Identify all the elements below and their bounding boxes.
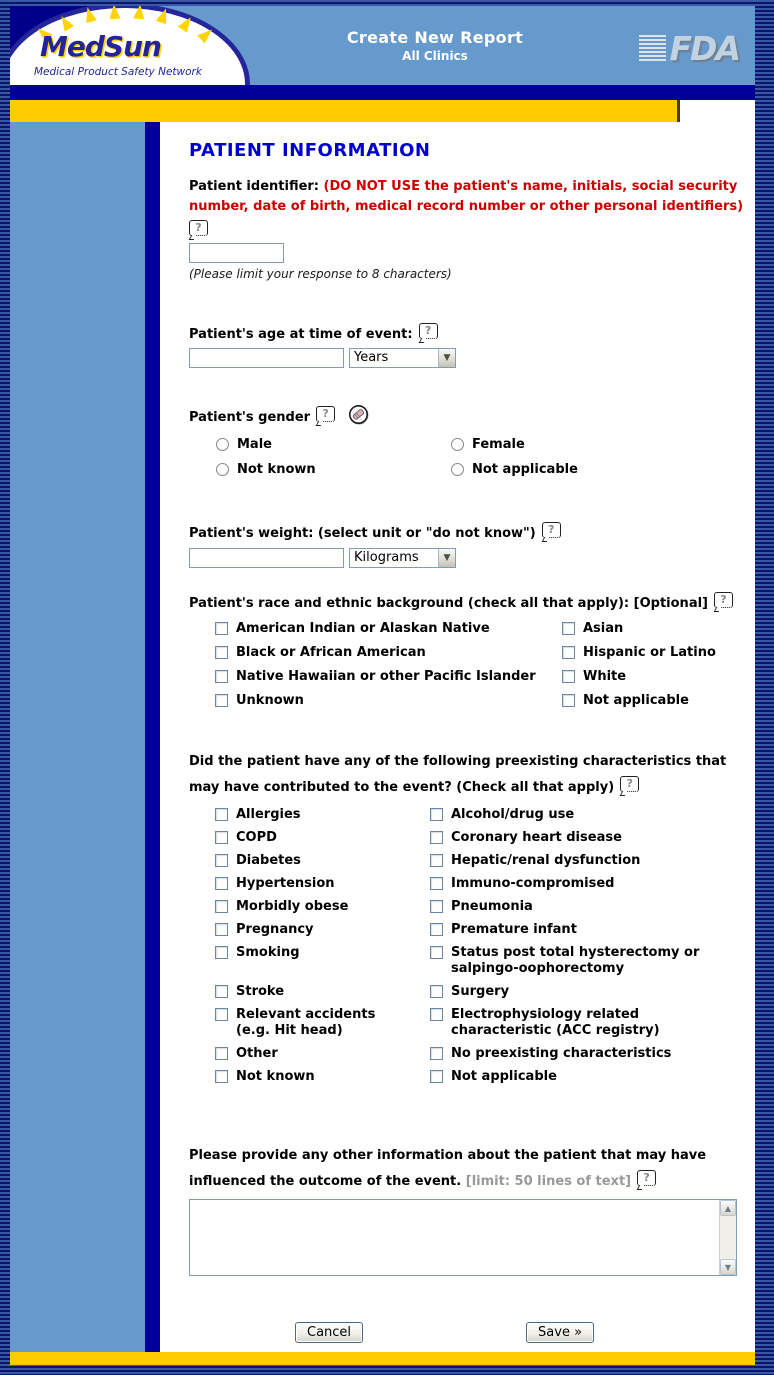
checkbox[interactable]	[215, 831, 228, 844]
preexisting-option[interactable]: COPD	[215, 830, 430, 846]
limit-note: [limit: 50 lines of text]	[465, 1174, 632, 1189]
other-info-field	[189, 1199, 737, 1276]
preexisting-option[interactable]: Pneumonia	[430, 899, 747, 915]
preexisting-option[interactable]: No preexisting characteristics	[430, 1046, 747, 1062]
checkbox[interactable]	[215, 646, 228, 659]
dropdown-arrow-icon[interactable]: ▼	[438, 349, 455, 367]
preexisting-option[interactable]: Smoking	[215, 945, 430, 977]
fda-stripes-icon	[639, 35, 666, 62]
checkbox[interactable]	[430, 900, 443, 913]
checkbox[interactable]	[430, 1008, 443, 1021]
gender-label: Patient's gender ?	[189, 404, 747, 428]
main-area	[10, 122, 755, 1352]
gender-option[interactable]: Female	[451, 437, 747, 453]
radio-button[interactable]	[216, 438, 229, 451]
preexisting-option[interactable]: Other	[215, 1046, 430, 1062]
help-icon[interactable]: ?	[189, 220, 208, 236]
preexisting-option[interactable]: Immuno-compromised	[430, 876, 747, 892]
checkbox[interactable]	[562, 622, 575, 635]
preexisting-option[interactable]: Electrophysiology related characteristic (ACC registry)	[430, 1007, 747, 1039]
textarea-scrollbar[interactable]	[719, 1200, 736, 1275]
preexisting-option-row	[215, 1069, 747, 1085]
preexisting-option[interactable]: Stroke	[215, 984, 430, 1000]
checkbox[interactable]	[430, 985, 443, 998]
identifier-label: Patient identifier: (DO NOT USE the patient's name, initials, social security number, date of birth, medical record number or other personal identifiers)	[189, 179, 744, 214]
medsun-logo	[10, 6, 250, 85]
header	[10, 6, 755, 85]
preexisting-option-row	[215, 899, 747, 915]
race-option-row	[215, 693, 747, 709]
save-button[interactable]: Save »	[526, 1322, 594, 1343]
preexisting-option[interactable]: Coronary heart disease	[430, 830, 747, 846]
race-label: Patient's race and ethnic background (check all that apply): [Optional] ?	[189, 592, 747, 614]
checkbox[interactable]	[562, 694, 575, 707]
preexisting-option-row	[215, 1046, 747, 1062]
bottom-gold-band	[10, 1352, 755, 1365]
preexisting-option-row	[215, 945, 747, 977]
checkbox[interactable]	[215, 985, 228, 998]
race-options	[215, 621, 747, 709]
preexisting-option[interactable]: Relevant accidents (e.g. Hit head)	[215, 1007, 430, 1039]
preexisting-option[interactable]: Status post total hysterectomy or salpingo-oophorectomy	[430, 945, 747, 977]
page-inner	[10, 6, 755, 1365]
gender-option[interactable]: Not applicable	[451, 462, 747, 478]
other-info-textarea[interactable]	[190, 1200, 719, 1275]
checkbox[interactable]	[430, 808, 443, 821]
help-icon[interactable]: ?	[620, 776, 639, 792]
checkbox[interactable]	[430, 1070, 443, 1083]
header-titles	[250, 28, 620, 63]
radio-button[interactable]	[216, 463, 229, 476]
preexisting-option-row	[215, 830, 747, 846]
checkbox[interactable]	[430, 831, 443, 844]
medsun-tagline: Medical Product Safety Network	[34, 66, 202, 78]
weight-input[interactable]	[189, 548, 344, 568]
help-icon[interactable]: ?	[542, 522, 561, 538]
checkbox[interactable]	[562, 646, 575, 659]
checkbox[interactable]	[215, 808, 228, 821]
weight-unit-select[interactable]: Kilograms ▼	[349, 548, 456, 568]
preexisting-option-row	[215, 853, 747, 869]
help-icon[interactable]: ?	[637, 1170, 656, 1186]
scroll-down-icon[interactable]: ▼	[720, 1259, 736, 1275]
header-title: Create New Report	[346, 28, 524, 47]
checkbox[interactable]	[562, 670, 575, 683]
medsun-wordmark: MedSun	[40, 30, 161, 63]
preexisting-option[interactable]: Surgery	[430, 984, 747, 1000]
preexisting-option[interactable]: Premature infant	[430, 922, 747, 938]
race-option[interactable]: Not applicable	[562, 693, 747, 709]
preexisting-option[interactable]: Allergies	[215, 807, 430, 823]
checkbox[interactable]	[430, 1047, 443, 1060]
checkbox[interactable]	[215, 622, 228, 635]
preexisting-option-row	[215, 807, 747, 823]
identifier-hint: (Please limit your response to 8 characters)	[189, 267, 452, 281]
weight-label: Patient's weight: (select unit or "do not know") ?	[189, 522, 747, 544]
age-input[interactable]	[189, 348, 344, 368]
race-option[interactable]: American Indian or Alaskan Native	[215, 621, 562, 637]
race-option[interactable]: Unknown	[215, 693, 562, 709]
race-option-row	[215, 645, 747, 661]
help-icon[interactable]: ?	[714, 592, 733, 608]
form-content	[160, 122, 755, 1352]
preexisting-option[interactable]: Morbidly obese	[215, 899, 430, 915]
patient-identifier-input[interactable]	[189, 243, 284, 263]
navy-band	[10, 85, 755, 100]
sidebar	[10, 122, 145, 1352]
checkbox[interactable]	[430, 854, 443, 867]
checkbox[interactable]	[430, 877, 443, 890]
eraser-icon[interactable]	[348, 404, 369, 425]
preexisting-options	[215, 807, 747, 1085]
checkbox[interactable]	[430, 946, 443, 959]
other-info-label: Please provide any other information about the patient that may have influenced the outcome of the event. [limit: 50 lines of text] ?	[189, 1148, 707, 1189]
checkbox[interactable]	[215, 854, 228, 867]
preexisting-label: Did the patient have any of the following preexisting characteristics that may have contributed to the event? (Check all that apply) ?	[189, 754, 727, 795]
preexisting-option-row	[215, 922, 747, 938]
help-icon[interactable]: ?	[316, 406, 335, 422]
page-title: PATIENT INFORMATION	[189, 140, 431, 161]
radio-button[interactable]	[451, 463, 464, 476]
identifier-warning: (DO NOT USE the patient's name, initials, social security number, date of birth, medical record number or other personal identifiers)	[189, 179, 744, 214]
header-subtitle: All Clinics	[402, 49, 468, 63]
race-option[interactable]: Black or African American	[215, 645, 562, 661]
race-option[interactable]: Hispanic or Latino	[562, 645, 747, 661]
checkbox[interactable]	[215, 1070, 228, 1083]
checkbox[interactable]	[215, 670, 228, 683]
gold-band	[10, 100, 680, 122]
checkbox[interactable]	[215, 1008, 228, 1021]
race-option-row	[215, 669, 747, 685]
checkbox[interactable]	[215, 923, 228, 936]
radio-button[interactable]	[451, 438, 464, 451]
gender-options	[216, 437, 747, 478]
age-unit-select[interactable]: Years ▼	[349, 348, 456, 368]
preexisting-option-row	[215, 984, 747, 1000]
race-option-row	[215, 621, 747, 637]
checkbox[interactable]	[215, 946, 228, 959]
preexisting-option-row	[215, 876, 747, 892]
checkbox[interactable]	[215, 1047, 228, 1060]
preexisting-option[interactable]: Not known	[215, 1069, 430, 1085]
checkbox[interactable]	[215, 877, 228, 890]
help-icon[interactable]: ?	[419, 323, 438, 339]
gender-option[interactable]: Not known	[216, 462, 451, 478]
preexisting-option[interactable]: Not applicable	[430, 1069, 747, 1085]
checkbox[interactable]	[430, 923, 443, 936]
preexisting-option[interactable]: Pregnancy	[215, 922, 430, 938]
preexisting-option[interactable]: Hepatic/renal dysfunction	[430, 853, 747, 869]
gender-option[interactable]: Male	[216, 437, 451, 453]
preexisting-option[interactable]: Hypertension	[215, 876, 430, 892]
race-option[interactable]: Asian	[562, 621, 747, 637]
race-option[interactable]: Native Hawaiian or other Pacific Islander	[215, 669, 562, 685]
age-label: Patient's age at time of event: ?	[189, 323, 747, 345]
scroll-up-icon[interactable]: ▲	[720, 1200, 736, 1216]
checkbox[interactable]	[215, 900, 228, 913]
dropdown-arrow-icon[interactable]: ▼	[438, 549, 455, 567]
gold-band-row	[10, 100, 755, 122]
preexisting-option[interactable]: Diabetes	[215, 853, 430, 869]
fda-logo: FDA	[639, 32, 739, 65]
cancel-button[interactable]: Cancel	[295, 1322, 363, 1343]
race-option[interactable]: White	[562, 669, 747, 685]
preexisting-option-row	[215, 1007, 747, 1039]
preexisting-option[interactable]: Alcohol/drug use	[430, 807, 747, 823]
checkbox[interactable]	[215, 694, 228, 707]
form-actions	[189, 1322, 747, 1343]
sidebar-divider	[145, 122, 160, 1352]
